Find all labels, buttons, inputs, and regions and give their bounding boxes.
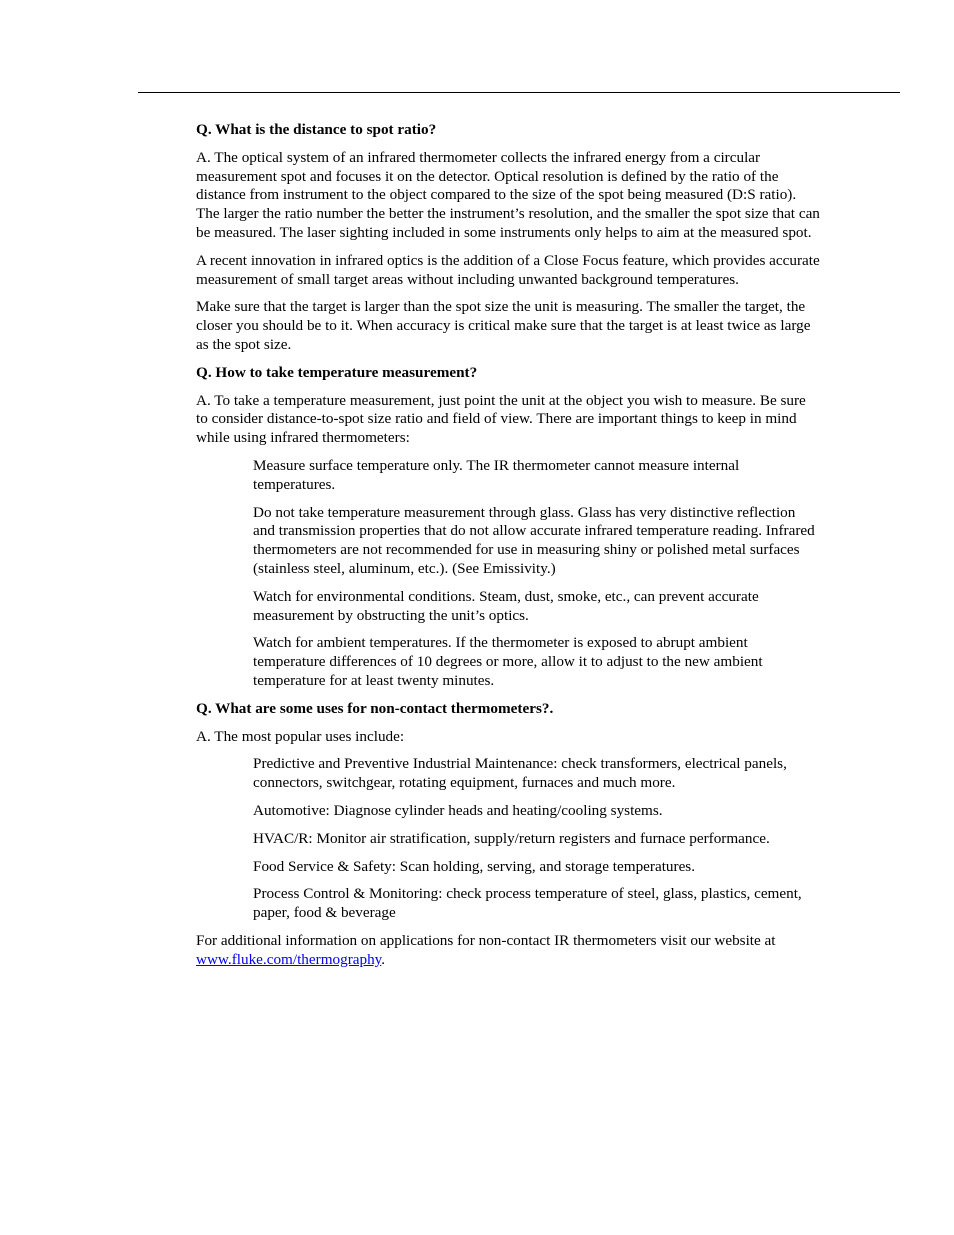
footer-paragraph — [196, 932, 820, 970]
list-item: Measure surface temperature only. The IR thermometer cannot measure internal temperatures. — [253, 456, 740, 493]
thermography-link[interactable]: www.fluke.com/thermography — [196, 950, 382, 968]
list-item: Do not take temperature measurement through glass. Glass has very distinctive reflection and transmission properties that do not allow accurate infrared temperature reading. Infrared thermometers are not recommended for use in measuring shiny or polished metal surfaces (stainless steel, aluminum, etc.). (See Emissivity.) — [253, 503, 815, 577]
list-item: Watch for ambient temperatures. If the thermometer is exposed to abrupt ambient temperature differences of 10 degrees or more, allow it to adjust to the new ambient temperature for at least twenty minutes. — [253, 634, 763, 689]
question-take-measurement: Q. How to take temperature measurement? — [196, 363, 478, 381]
list-item: Predictive and Preventive Industrial Maintenance: check transformers, electrical panels, connectors, switchgear, rotating equipment, furnaces and much more. — [253, 755, 787, 792]
list-item: Food Service & Safety: Scan holding, serving, and storage temperatures. — [253, 857, 696, 875]
question-distance-to-spot: Q. What is the distance to spot ratio? — [196, 121, 437, 138]
paragraph-target-size: Make sure that the target is larger than the spot size the unit is measuring. The smaller the target, the closer you should be to it. When accuracy is critical make sure that the target is at least twice as large as the spot size. — [196, 298, 811, 353]
list-item: HVAC/R: Monitor air stratification, supply/return registers and furnace performance. — [253, 829, 770, 847]
footer-period: . — [381, 950, 386, 968]
answer-paragraph: A. The optical system of an infrared thermometer collects the infrared energy from a circular measurement spot and focuses it on the detector. Optical resolution is defined by the ratio of the distance from instrument to the object compared to the size of the spot being measured (D:S ratio). The larger the ratio number the better the instrument’s resolution, and the smaller the spot size that can be measured. The laser sighting included in some instruments only helps to aim at the measured spot. — [196, 148, 820, 241]
answer-paragraph: A. The most popular uses include: — [196, 727, 405, 745]
question-uses: Q. What are some uses for non-contact thermometers?. — [196, 699, 554, 717]
list-item: Automotive: Diagnose cylinder heads and heating/cooling systems. — [253, 801, 663, 819]
answer-paragraph: A. To take a temperature measurement, just point the unit at the object you wish to measure. Be sure to consider distance-to-spot size ratio and field of view. There are important things to keep in mind while using infrared thermometers: — [196, 391, 806, 447]
paragraph-close-focus: A recent innovation in infrared optics is the addition of a Close Focus feature, which provides accurate measurement of small target areas without including unwanted background temperatures. — [196, 251, 820, 288]
header-rule — [138, 92, 900, 93]
list-item: Watch for environmental conditions. Steam, dust, smoke, etc., can prevent accurate measurement by obstructing the unit’s optics. — [253, 587, 759, 624]
list-item: Process Control & Monitoring: check process temperature of steel, glass, plastics, cement, paper, food & beverage — [253, 885, 802, 922]
footer-text: For additional information on applications for non-contact IR thermometers visit our website at — [196, 931, 776, 949]
document-body — [196, 121, 820, 978]
